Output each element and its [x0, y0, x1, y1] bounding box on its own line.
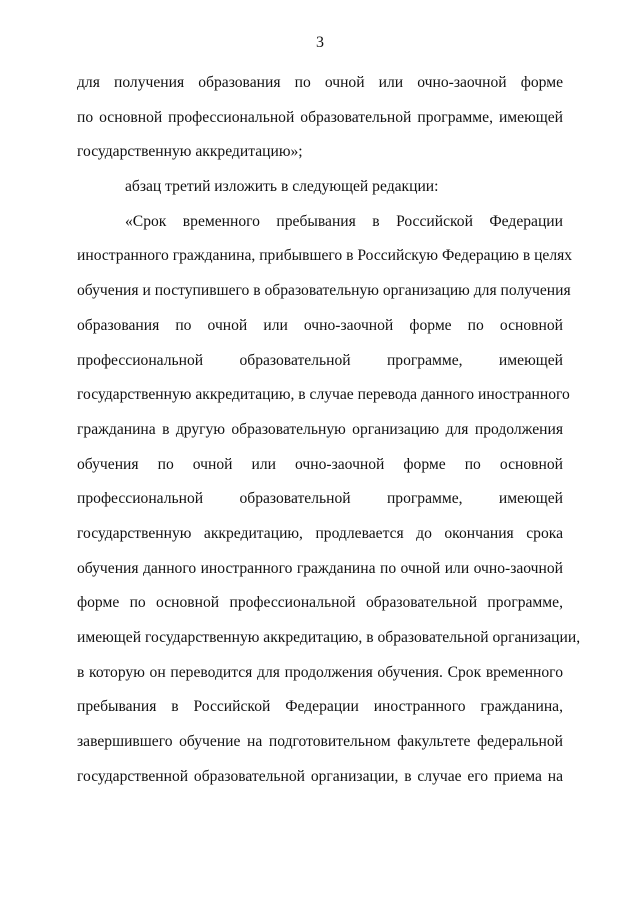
- text-line: государственную аккредитацию, продлевается до окончания срока: [77, 524, 563, 542]
- paragraph-continuation: [77, 66, 563, 170]
- text-line: обучения по очной или очно-заочной форме по основной: [77, 455, 563, 473]
- text-line: образования по очной или очно-заочной форме по основной: [77, 316, 563, 334]
- text-line: государственную аккредитацию, в случае перевода данного иностранного: [77, 386, 570, 404]
- text-line: государственную аккредитацию»;: [77, 143, 303, 161]
- text-line: гражданина в другую образовательную организацию для продолжения: [77, 420, 563, 438]
- text-line: профессиональной образовательной программе, имеющей: [77, 351, 563, 369]
- text-line: для получения образования по очной или очно-заочной форме: [77, 74, 563, 91]
- text-line: пребывания в Российской Федерации иностранного гражданина,: [77, 698, 563, 716]
- text-line: форме по основной профессиональной образовательной программе,: [77, 594, 563, 612]
- paragraph-amendment-text: [77, 205, 581, 795]
- text-line: имеющей государственную аккредитацию, в образовательной организации,: [77, 629, 581, 646]
- text-line: профессиональной образовательной программе, имеющей: [77, 490, 563, 508]
- text-line: завершившего обучение на подготовительном факультете федеральной: [77, 733, 563, 751]
- paragraph-instruction: [77, 170, 563, 205]
- text-line: иностранного гражданина, прибывшего в Российскую Федерацию в целях: [77, 247, 573, 265]
- text-line: в которую он переводится для продолжения обучения. Срок временного: [77, 663, 563, 681]
- text-line: обучения данного иностранного гражданина по очной или очно-заочной: [77, 559, 563, 577]
- text-line: «Срок временного пребывания в Российской Федерации: [125, 212, 563, 230]
- document-body: [77, 66, 581, 794]
- text-line: по основной профессиональной образовательной программе, имеющей: [77, 108, 563, 126]
- page-number: 3: [316, 34, 324, 51]
- text-line: абзац третий изложить в следующей редакции:: [125, 178, 439, 196]
- text-line: обучения и поступившего в образовательную организацию для получения: [77, 282, 571, 300]
- text-line: государственной образовательной организации, в случае его приема на: [77, 767, 563, 785]
